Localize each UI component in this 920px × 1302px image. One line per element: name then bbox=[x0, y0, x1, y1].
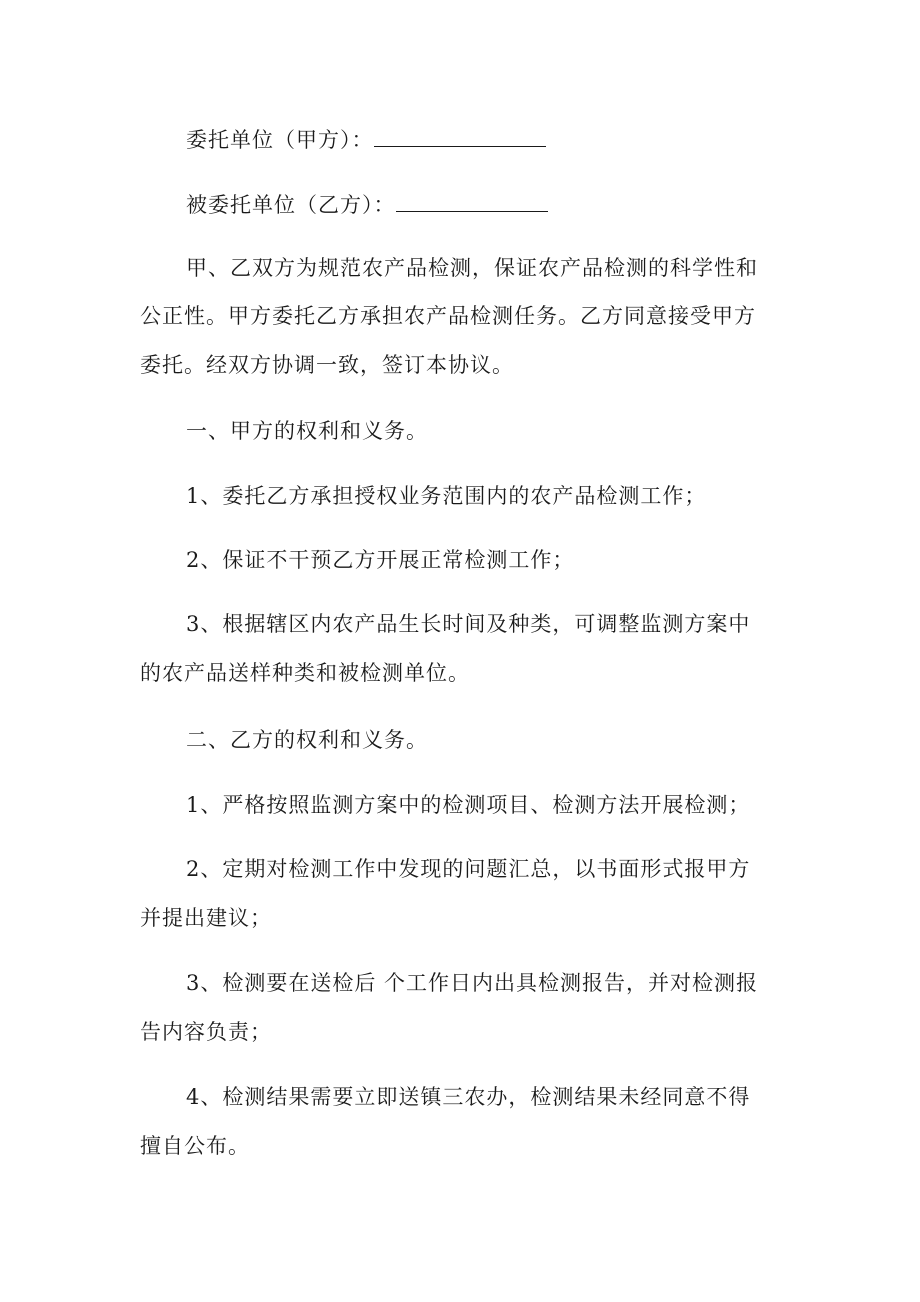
section2-item-1: 1、严格按照监测方案中的检测项目、检测方法开展检测； bbox=[186, 793, 751, 817]
contractor-label: 被委托单位（乙方）： bbox=[186, 193, 396, 217]
preamble-line: 公正性。甲方委托乙方承担农产品检测任务。乙方同意接受甲方 bbox=[140, 304, 756, 328]
section2-item-3: 3、检测要在送检后 个工作日内出具检测报告，并对检测报 bbox=[186, 971, 759, 995]
section2-item-4-cont: 擅自公布。 bbox=[140, 1134, 250, 1158]
preamble-line: 甲、乙双方为规范农产品检测，保证农产品检测的科学性和 bbox=[186, 256, 758, 280]
section2-heading: 二、乙方的权利和义务。 bbox=[186, 728, 428, 752]
section2-item-2: 2、定期对检测工作中发现的问题汇总，以书面形式报甲方 bbox=[186, 857, 751, 881]
section2-item-2-cont: 并提出建议； bbox=[140, 906, 272, 930]
client-field bbox=[186, 128, 546, 151]
section1-item-3-cont: 的农产品送样种类和被检测单位。 bbox=[140, 661, 470, 685]
preamble-line: 委托。经双方协调一致，签订本协议。 bbox=[140, 353, 514, 377]
section1-heading: 一、甲方的权利和义务。 bbox=[186, 419, 428, 443]
section2-item-3-cont: 告内容负责； bbox=[140, 1020, 272, 1044]
client-label: 委托单位（甲方）： bbox=[186, 128, 374, 152]
section1-item-2: 2、保证不干预乙方开展正常检测工作； bbox=[186, 548, 575, 572]
contractor-blank bbox=[396, 193, 548, 212]
section2-item-4: 4、检测结果需要立即送镇三农办，检测结果未经同意不得 bbox=[186, 1085, 751, 1109]
client-blank bbox=[374, 128, 546, 147]
section1-item-3: 3、根据辖区内农产品生长时间及种类，可调整监测方案中 bbox=[186, 612, 751, 636]
section1-item-1: 1、委托乙方承担授权业务范围内的农产品检测工作； bbox=[186, 484, 707, 508]
contractor-field bbox=[186, 193, 548, 216]
